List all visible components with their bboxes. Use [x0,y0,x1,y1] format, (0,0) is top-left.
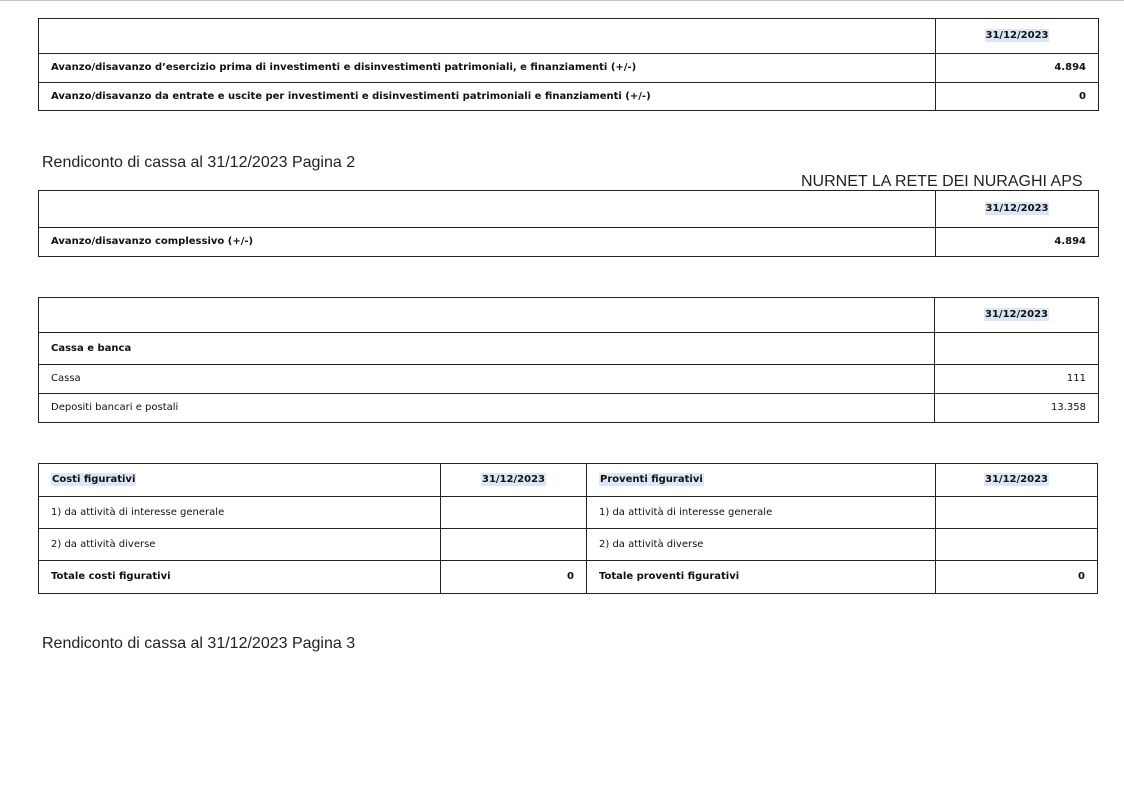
income-date-header: 31/12/2023 [936,464,1098,497]
table-row [39,365,1099,394]
table-header-row [39,19,1099,54]
income-label: 2) da attività diverse [587,529,936,561]
row-label: Avanzo/disavanzo d’esercizio prima di investimenti e disinvestimenti patrimoniali, e finanziamenti (+/-) [39,54,936,83]
income-header: Proventi figurativi [587,464,936,497]
income-label: 1) da attività di interesse generale [587,497,936,529]
section-row [39,333,1099,365]
empty-header-cell [39,19,936,54]
table-header-row [39,464,1098,497]
surplus-table [38,18,1099,111]
page-caption: Rendiconto di cassa al 31/12/2023 Pagina 2 [42,154,356,171]
totals-row [39,561,1098,594]
date-header: 31/12/2023 [935,298,1099,333]
costs-header: Costi figurativi [39,464,441,497]
row-label: Avanzo/disavanzo complessivo (+/-) [39,228,936,257]
section-value [935,333,1099,365]
table-row [39,529,1098,561]
organization-name: NURNET LA RETE DEI NURAGHI APS [801,173,1083,190]
top-rule [0,0,1124,1]
income-value [936,497,1098,529]
row-value: 13.358 [935,394,1099,423]
figurative-table [38,463,1098,594]
total-costs-value: 0 [441,561,587,594]
row-label: Depositi bancari e postali [39,394,935,423]
row-value: 0 [936,83,1099,111]
row-value: 4.894 [936,54,1099,83]
page-caption: Rendiconto di cassa al 31/12/2023 Pagina 3 [42,635,356,652]
total-income-label: Totale proventi figurativi [587,561,936,594]
date-header: 31/12/2023 [936,19,1099,54]
costs-date-header: 31/12/2023 [441,464,587,497]
overall-surplus-table [38,190,1099,257]
row-label: Cassa [39,365,935,394]
row-label: Avanzo/disavanzo da entrate e uscite per investimenti e disinvestimenti patrimoniali e finanziamenti (+/-) [39,83,936,111]
section-label: Cassa e banca [39,333,935,365]
cost-value [441,529,587,561]
table-row [39,394,1099,423]
date-header: 31/12/2023 [936,191,1099,228]
table-row [39,497,1098,529]
table-row [39,83,1099,111]
empty-header-cell [39,191,936,228]
table-row [39,54,1099,83]
row-value: 4.894 [936,228,1099,257]
empty-header-cell [39,298,935,333]
income-value [936,529,1098,561]
cost-label: 2) da attività diverse [39,529,441,561]
cash-bank-table [38,297,1099,423]
table-header-row [39,191,1099,228]
table-row [39,228,1099,257]
table-header-row [39,298,1099,333]
row-value: 111 [935,365,1099,394]
total-costs-label: Totale costi figurativi [39,561,441,594]
cost-label: 1) da attività di interesse generale [39,497,441,529]
cost-value [441,497,587,529]
total-income-value: 0 [936,561,1098,594]
